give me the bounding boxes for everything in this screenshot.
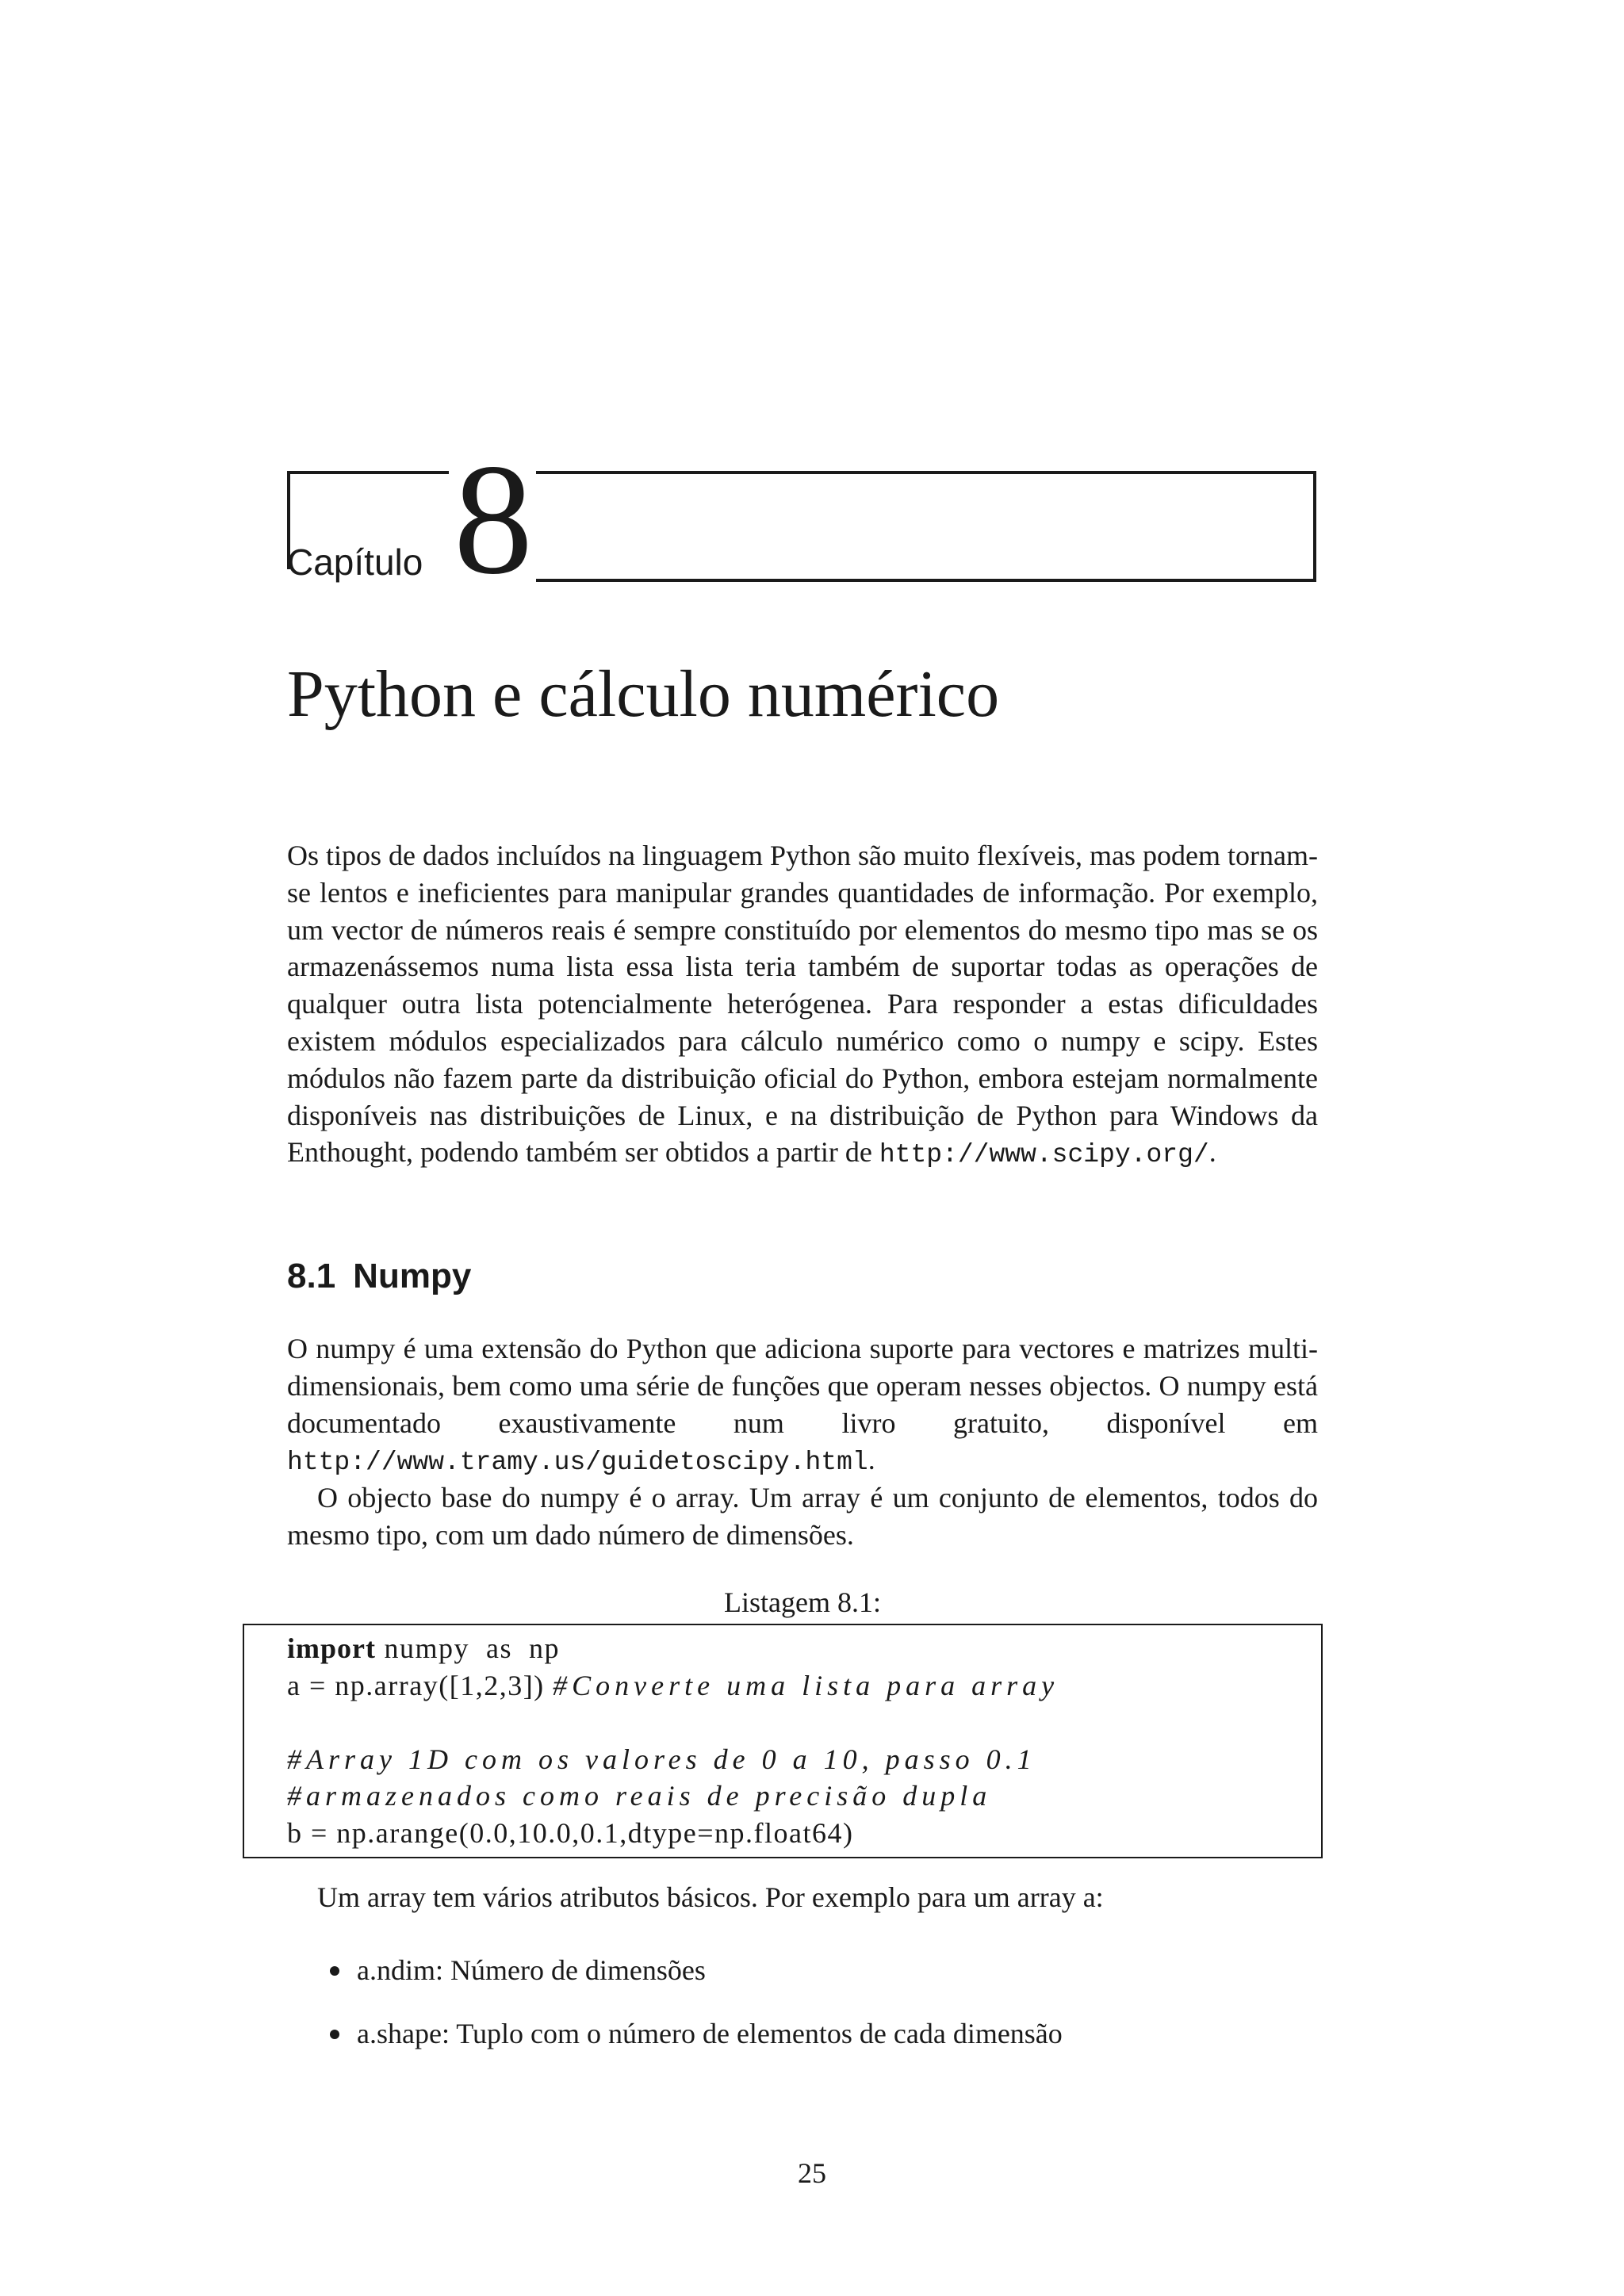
list-item xyxy=(330,1952,706,1988)
code-text: numpy as np xyxy=(375,1632,560,1664)
list-item-text: a.shape: Tuplo com o número de elementos de cada dimensão xyxy=(357,2018,1063,2049)
bullet-icon xyxy=(330,2030,339,2039)
section-number: 8.1 xyxy=(287,1257,336,1295)
code-line-1 xyxy=(287,1630,1321,1667)
code-line-2 xyxy=(287,1667,1321,1705)
numpy-end: . xyxy=(868,1444,875,1476)
attributes-intro: Um array tem vários atributos básicos. Por exemplo para um array a: xyxy=(317,1881,1104,1913)
intro-end: . xyxy=(1208,1136,1216,1169)
code-comment: #Array 1D com os valores de 0 a 10, passo 0.1 xyxy=(287,1743,1036,1775)
code-line-4 xyxy=(287,1741,1321,1778)
intro-text: Os tipos de dados incluídos na linguagem Python são muito flexíveis, mas podem tornam-se lentos e ineficientes para manipular grandes quantidades de informação. Por exemplo, um vector de números reais é sempre constituído por elementos do mesmo tipo mas se os armazenássemos numa lista essa lista teria também de suportar todas as operações de qualquer outra lista potencialmente heterógenea. Para responder a estas dificuldades existem módulos especializados para cálculo numérico como o numpy e scipy. Estes módulos não fazem parte da distribuição oficial do Python, embora estejam normalmente disponíveis nas distribuições de Linux, e na distribuição de Python para Windows da Enthought, podendo também ser obtidos a partir de xyxy=(287,840,1318,1169)
section-title: Numpy xyxy=(353,1257,472,1295)
numpy-text: O numpy é uma extensão do Python que adiciona suporte para vectores e matrizes multi-dimensionais, bem como uma série de funções que operam nesses objectos. O numpy está documentado exaustivamente num livro gratuito, disponível em xyxy=(287,1333,1318,1439)
code-text: a = np.array([1,2,3]) xyxy=(287,1669,553,1701)
chapter-number: 8 xyxy=(454,432,533,607)
guide-link[interactable]: http://www.tramy.us/guidetoscipy.html xyxy=(287,1448,868,1478)
code-comment: #Converte uma lista para array xyxy=(553,1669,1059,1701)
array-paragraph: O objecto base do numpy é o array. Um array é um conjunto de elementos, todos do mesmo tipo, com um dado número de dimensões. xyxy=(287,1482,1318,1551)
code-keyword: import xyxy=(287,1632,376,1664)
code-line-5 xyxy=(287,1777,1321,1815)
code-line-6 xyxy=(287,1815,1321,1852)
list-item xyxy=(330,2015,1063,2052)
chapter-label: Capítulo xyxy=(287,541,423,583)
numpy-paragraph xyxy=(287,1330,1318,1482)
code-text: b = np.arange(0.0,10.0,0.1,dtype=np.float64) xyxy=(287,1816,854,1849)
bullet-icon xyxy=(330,1966,339,1976)
code-listing xyxy=(243,1624,1323,1858)
chapter-frame-right xyxy=(536,471,1316,582)
chapter-title: Python e cálculo numérico xyxy=(287,657,1000,731)
page-number: 25 xyxy=(798,2157,826,2189)
section-heading xyxy=(287,1254,471,1299)
list-item-text: a.ndim: Número de dimensões xyxy=(357,1954,706,1986)
code-line-blank xyxy=(287,1704,1321,1741)
listing-caption: Listagem 8.1: xyxy=(724,1586,881,1618)
intro-paragraph xyxy=(287,837,1318,1174)
scipy-link[interactable]: http://www.scipy.org/ xyxy=(879,1140,1209,1170)
code-comment: #armazenados como reais de precisão dupla xyxy=(287,1780,992,1812)
